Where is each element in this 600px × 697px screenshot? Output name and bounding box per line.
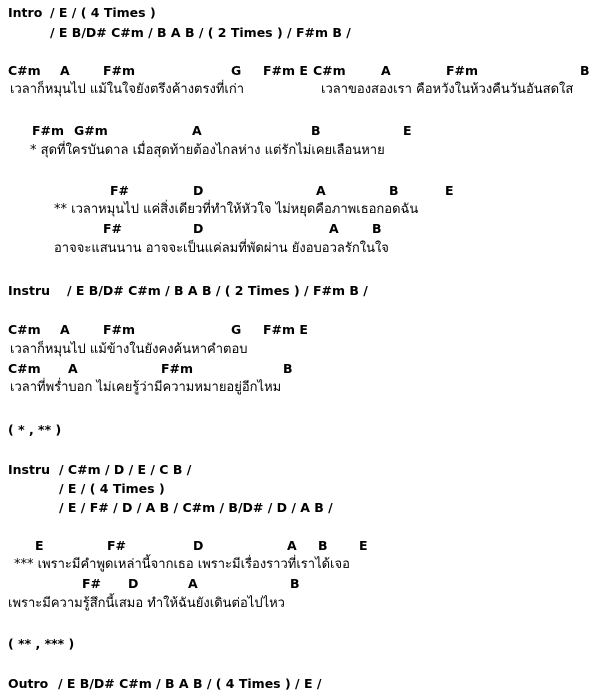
chord-text: / E B/D# C#m / B A B / ( 2 Times ) / F#m B / <box>67 283 368 298</box>
lyric-text: * สุดที่ใครบันดาล เมื่อสุดท้ายต้องไกลห่าง แต่รักไม่เคยเลือนหาย <box>30 143 385 158</box>
chord-text: B <box>372 221 382 236</box>
lyric-text: เวลาก็หมุนไป แม้ข้างในยังคงค้นหาคำตอบ <box>10 342 248 357</box>
chord-text: / E / ( 4 Times ) <box>50 5 156 20</box>
chord-text: B <box>311 123 321 138</box>
chord-text: / E / ( 4 Times ) <box>59 481 165 496</box>
chord-text: F# <box>110 183 130 198</box>
chord-text: D <box>128 576 139 591</box>
chord-text: Intro <box>8 5 43 20</box>
lyric-text: เพราะมีความรู้สึกนี้เสมอ ทำให้ฉันยังเดินต่อไปไหว <box>8 596 285 611</box>
chord-text: F#m <box>161 361 194 376</box>
chord-text: ( ** , *** ) <box>8 636 75 651</box>
chord-text: F# <box>107 538 127 553</box>
chord-text: E <box>403 123 412 138</box>
chord-text: A <box>60 63 70 78</box>
lyric-text: ** เวลาหมุนไป แค่สิ่งเดียวที่ทำให้หัวใจ ไม่หยุดคือภาพเธอกอดฉัน <box>54 202 419 217</box>
chord-text: C#m <box>8 322 41 337</box>
chord-text: F# <box>103 221 123 236</box>
chord-text: C#m <box>313 63 346 78</box>
chord-text: F#m <box>103 63 136 78</box>
chord-text: F#m <box>103 322 136 337</box>
chord-text: A <box>60 322 70 337</box>
chord-text: C#m <box>8 63 41 78</box>
chord-text: Instru <box>8 283 51 298</box>
chord-text: / E / F# / D / A B / C#m / B/D# / D / A B / <box>59 500 333 515</box>
chord-text: F#m <box>446 63 479 78</box>
chord-text: B <box>290 576 300 591</box>
chord-text: G <box>231 63 242 78</box>
chord-text: E <box>359 538 368 553</box>
chord-text: B <box>580 63 590 78</box>
chord-text: A <box>192 123 202 138</box>
chord-text: / E B/D# C#m / B A B / ( 4 Times ) / E / <box>58 676 322 691</box>
chord-text: A <box>68 361 78 376</box>
chord-text: Instru <box>8 462 51 477</box>
chord-text: F#m E <box>263 322 308 337</box>
chord-text: D <box>193 183 204 198</box>
chord-text: G#m <box>74 123 108 138</box>
chord-text: E <box>445 183 454 198</box>
chord-text: E <box>35 538 44 553</box>
chord-text: A <box>329 221 339 236</box>
chord-text: B <box>389 183 399 198</box>
chord-text: / C#m / D / E / C B / <box>59 462 192 477</box>
lyric-text: เวลาที่พร่ำบอก ไม่เคยรู้ว่ามีความหมายอยู่อีกไหม <box>10 380 282 395</box>
chord-text: A <box>188 576 198 591</box>
lyric-text: เวลาก็หมุนไป แม้ในใจยังตรึงค้างตรงที่เก่า <box>10 82 245 97</box>
chord-text: A <box>316 183 326 198</box>
chord-text: A <box>381 63 391 78</box>
chord-text: ( * , ** ) <box>8 422 62 437</box>
chord-text: F# <box>82 576 102 591</box>
chord-text: F#m E <box>263 63 308 78</box>
chord-text: / E B/D# C#m / B A B / ( 2 Times ) / F#m B / <box>50 25 351 40</box>
chord-text: Outro <box>8 676 49 691</box>
chord-text: C#m <box>8 361 41 376</box>
chord-text: B <box>283 361 293 376</box>
chord-text: D <box>193 538 204 553</box>
lyric-text: เวลาของสองเรา คือหวังในห้วงคืนวันอันสดใส <box>321 82 574 97</box>
chord-text: F#m <box>32 123 65 138</box>
chord-text: B <box>318 538 328 553</box>
lyric-text: อาจจะแสนนาน อาจจะเป็นแค่ลมที่พัดผ่าน ยังอบอวลรักในใจ <box>54 241 389 256</box>
chord-text: A <box>287 538 297 553</box>
lyric-text: *** เพราะมีคำพูดเหล่านี้จากเธอ เพราะมีเรื่องราวที่เราได้เจอ <box>14 557 350 572</box>
chord-text: D <box>193 221 204 236</box>
chord-text: G <box>231 322 242 337</box>
